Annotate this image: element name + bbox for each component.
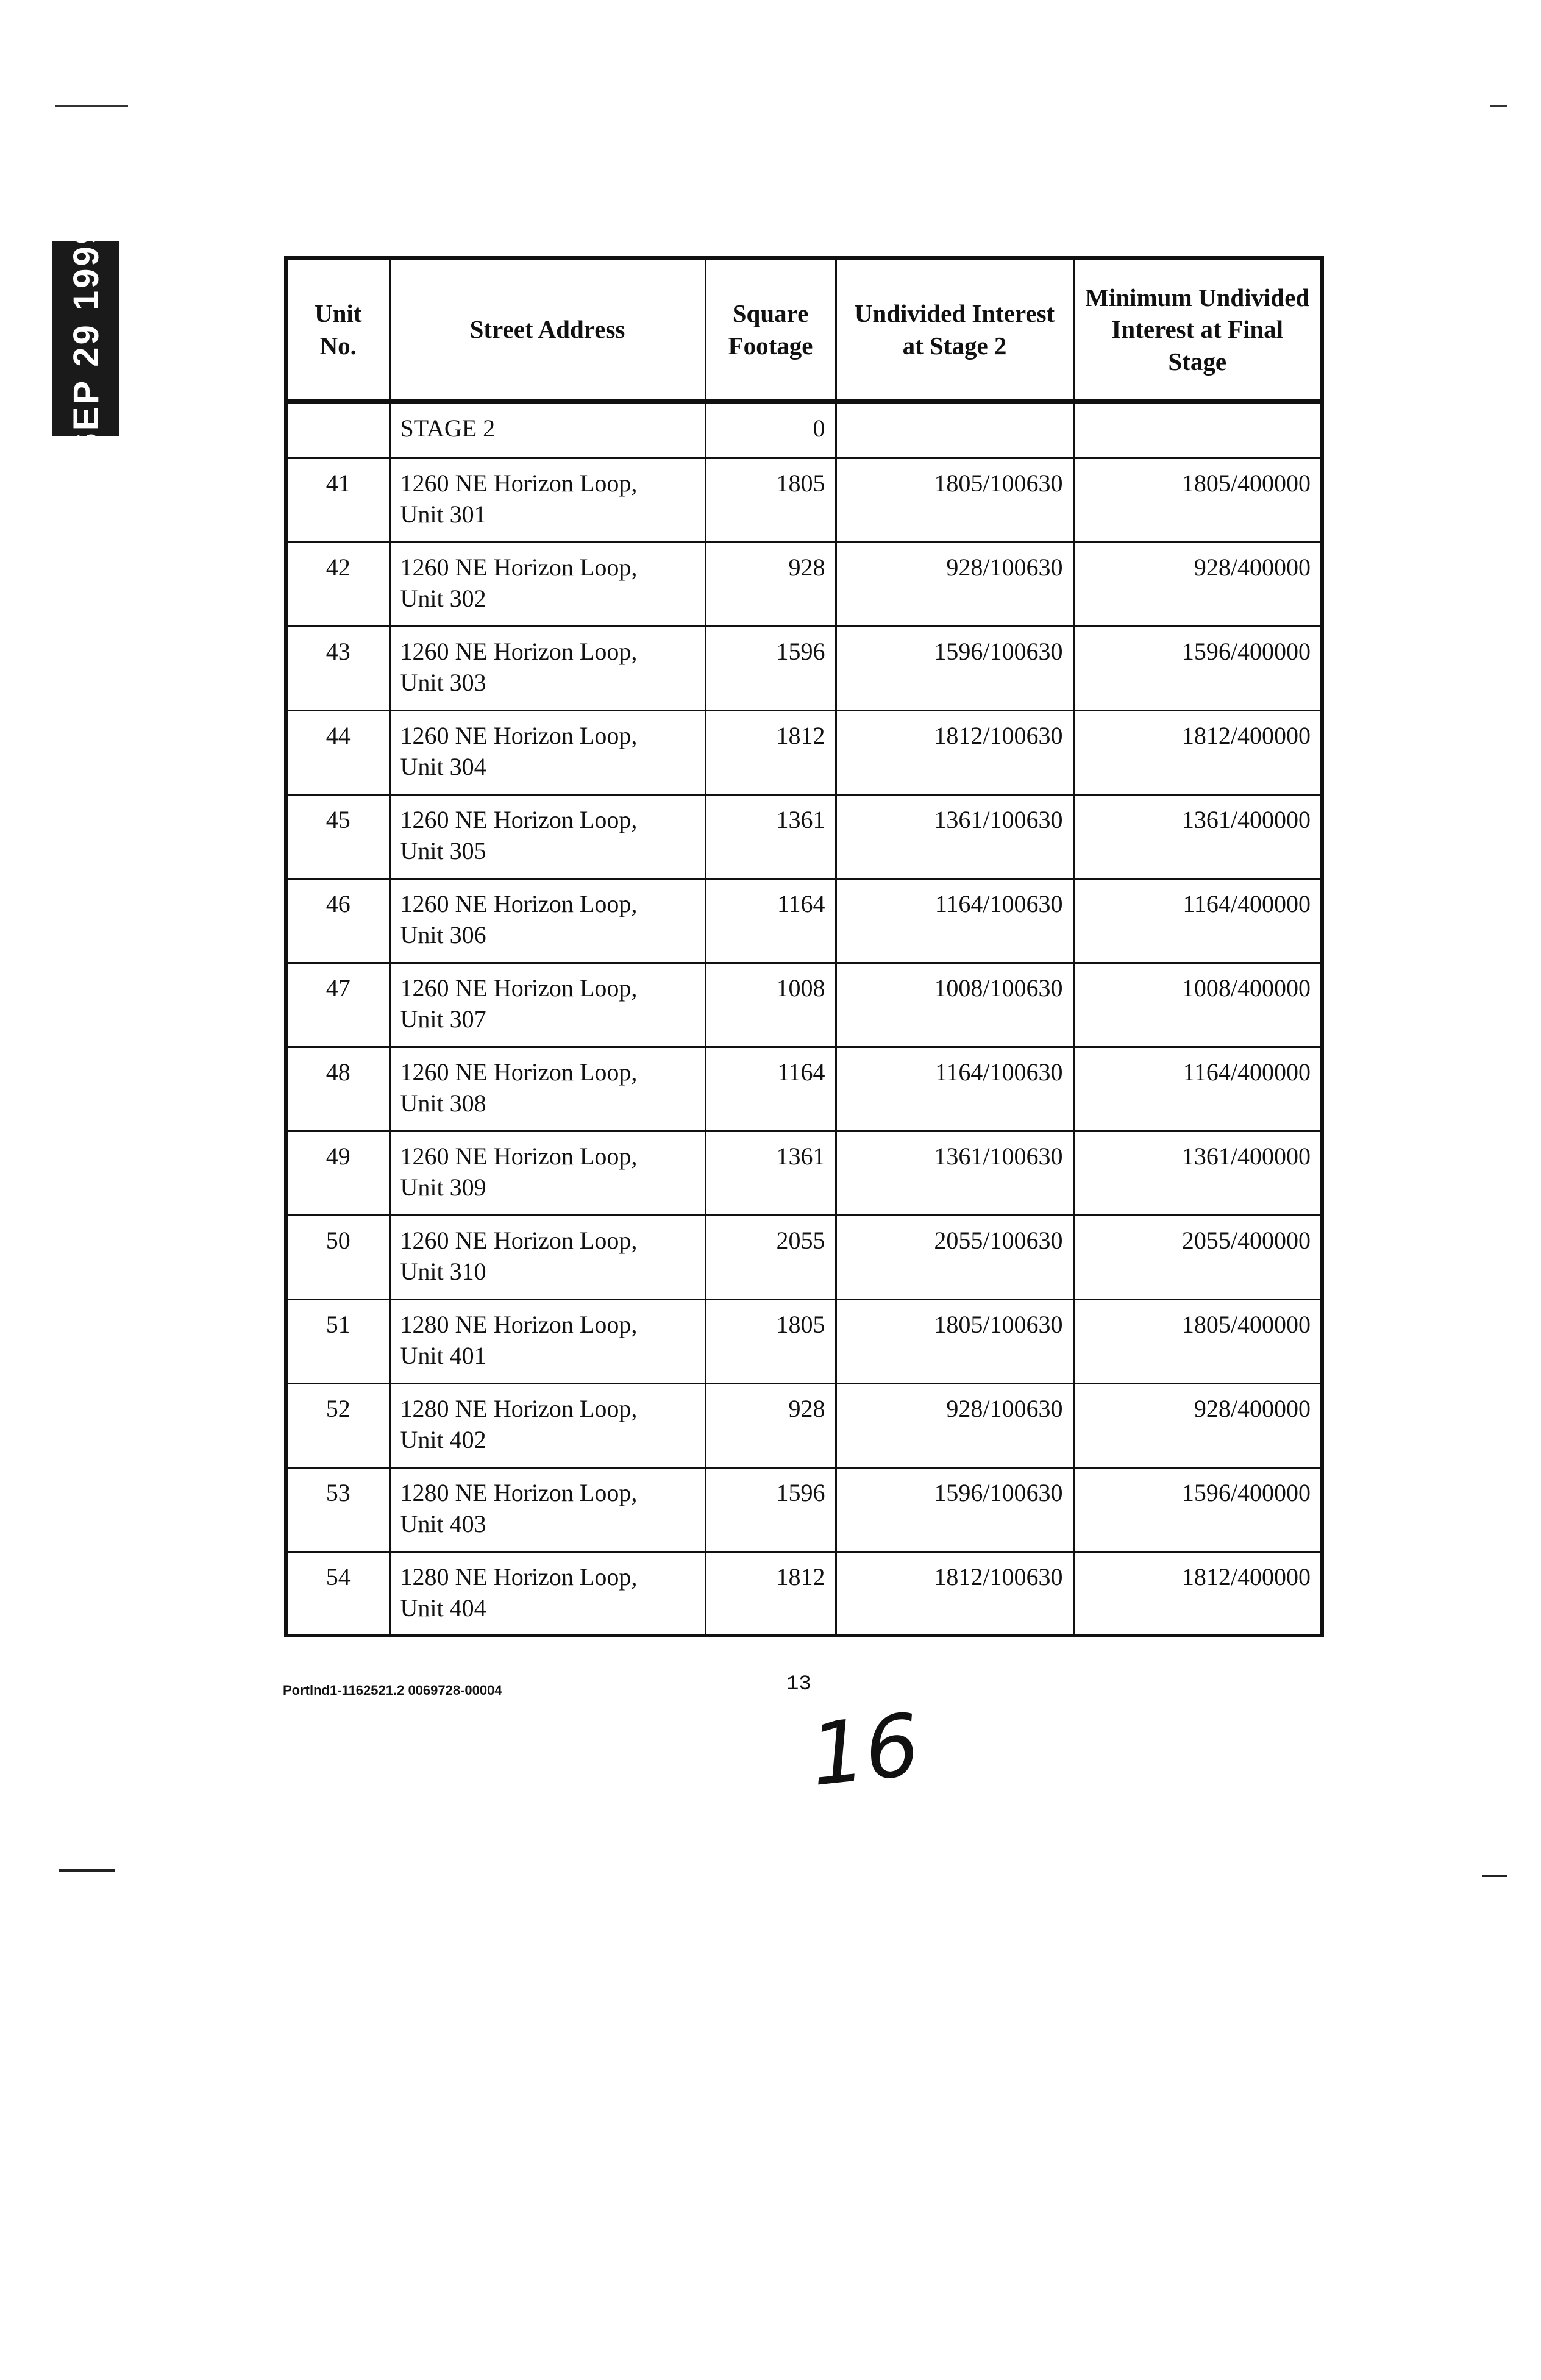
minimum-undivided-interest: 1812/400000 <box>1073 1552 1322 1636</box>
square-footage: 1805 <box>705 458 836 542</box>
unit-number: 46 <box>286 878 390 963</box>
table-row <box>286 1299 1322 1383</box>
scan-mark <box>1490 105 1507 107</box>
address-line-2: Unit 305 <box>400 836 486 864</box>
square-footage: 1596 <box>705 626 836 710</box>
stage-unit-cell <box>286 402 390 458</box>
address-line-1: 1260 NE Horizon Loop, <box>400 637 638 665</box>
handwritten-page-number: 16 <box>805 1695 925 1806</box>
street-address <box>390 1131 705 1215</box>
address-line-1: 1280 NE Horizon Loop, <box>400 1310 638 1338</box>
minimum-undivided-interest: 1164/400000 <box>1073 878 1322 963</box>
stage-row <box>286 402 1322 458</box>
header-unit: Unit No. <box>286 258 390 402</box>
minimum-undivided-interest: 928/400000 <box>1073 542 1322 626</box>
square-footage: 1812 <box>705 1552 836 1636</box>
table-row <box>286 1131 1322 1215</box>
unit-number: 43 <box>286 626 390 710</box>
street-address <box>390 1383 705 1467</box>
address-line-1: 1280 NE Horizon Loop, <box>400 1562 638 1591</box>
minimum-undivided-interest: 1805/400000 <box>1073 1299 1322 1383</box>
table-row <box>286 542 1322 626</box>
address-line-2: Unit 402 <box>400 1425 486 1453</box>
unit-number: 52 <box>286 1383 390 1467</box>
address-line-1: 1260 NE Horizon Loop, <box>400 1058 638 1086</box>
header-sqft: Square Footage <box>705 258 836 402</box>
undivided-interest: 1361/100630 <box>836 1131 1073 1215</box>
unit-number: 54 <box>286 1552 390 1636</box>
scan-mark <box>55 105 128 107</box>
table-row <box>286 1383 1322 1467</box>
address-line-1: 1260 NE Horizon Loop, <box>400 889 638 917</box>
table-row <box>286 1215 1322 1299</box>
square-footage: 928 <box>705 542 836 626</box>
date-stamp <box>52 221 119 457</box>
square-footage: 1361 <box>705 1131 836 1215</box>
page-number: 13 <box>786 1673 811 1696</box>
undivided-interest: 928/100630 <box>836 542 1073 626</box>
square-footage: 1164 <box>705 1047 836 1131</box>
unit-number: 50 <box>286 1215 390 1299</box>
undivided-interest: 1812/100630 <box>836 710 1073 794</box>
address-line-2: Unit 308 <box>400 1089 486 1117</box>
street-address <box>390 963 705 1047</box>
unit-number: 42 <box>286 542 390 626</box>
undivided-interest: 2055/100630 <box>836 1215 1073 1299</box>
table-row <box>286 794 1322 878</box>
units-table <box>284 256 1324 1637</box>
address-line-1: 1280 NE Horizon Loop, <box>400 1478 638 1506</box>
street-address <box>390 710 705 794</box>
undivided-interest: 1361/100630 <box>836 794 1073 878</box>
header-address: Street Address <box>390 258 705 402</box>
street-address <box>390 794 705 878</box>
street-address <box>390 1215 705 1299</box>
undivided-interest: 1008/100630 <box>836 963 1073 1047</box>
stage-label: STAGE 2 <box>390 402 705 458</box>
header-min-interest: Minimum Undivided Interest at Final Stage <box>1073 258 1322 402</box>
square-footage: 2055 <box>705 1215 836 1299</box>
address-line-1: 1260 NE Horizon Loop, <box>400 1142 638 1170</box>
stage-interest-cell <box>836 402 1073 458</box>
street-address <box>390 1552 705 1636</box>
address-line-2: Unit 310 <box>400 1257 486 1285</box>
square-footage: 1361 <box>705 794 836 878</box>
undivided-interest: 928/100630 <box>836 1383 1073 1467</box>
street-address <box>390 1047 705 1131</box>
minimum-undivided-interest: 928/400000 <box>1073 1383 1322 1467</box>
date-stamp-text: SEP 29 1999 <box>66 221 106 457</box>
address-line-2: Unit 401 <box>400 1341 486 1369</box>
undivided-interest: 1164/100630 <box>836 878 1073 963</box>
address-line-2: Unit 309 <box>400 1173 486 1201</box>
square-footage: 1805 <box>705 1299 836 1383</box>
table-row <box>286 878 1322 963</box>
table-row <box>286 963 1322 1047</box>
unit-number: 53 <box>286 1467 390 1552</box>
minimum-undivided-interest: 1805/400000 <box>1073 458 1322 542</box>
address-line-1: 1260 NE Horizon Loop, <box>400 805 638 833</box>
minimum-undivided-interest: 1361/400000 <box>1073 1131 1322 1215</box>
scan-line <box>59 1869 115 1872</box>
document-id: Portlnd1-1162521.2 0069728-00004 <box>283 1683 502 1698</box>
minimum-undivided-interest: 2055/400000 <box>1073 1215 1322 1299</box>
address-line-2: Unit 303 <box>400 668 486 696</box>
address-line-1: 1260 NE Horizon Loop, <box>400 974 638 1002</box>
street-address <box>390 878 705 963</box>
address-line-2: Unit 403 <box>400 1509 486 1537</box>
street-address <box>390 1467 705 1552</box>
address-line-2: Unit 304 <box>400 752 486 780</box>
minimum-undivided-interest: 1812/400000 <box>1073 710 1322 794</box>
square-footage: 1596 <box>705 1467 836 1552</box>
undivided-interest: 1805/100630 <box>836 1299 1073 1383</box>
stage-min-interest-cell <box>1073 402 1322 458</box>
address-line-2: Unit 306 <box>400 921 486 949</box>
stage-sqft: 0 <box>705 402 836 458</box>
unit-number: 45 <box>286 794 390 878</box>
header-interest-stage2: Undivided Interest at Stage 2 <box>836 258 1073 402</box>
address-line-1: 1260 NE Horizon Loop, <box>400 1226 638 1254</box>
square-footage: 928 <box>705 1383 836 1467</box>
address-line-1: 1260 NE Horizon Loop, <box>400 721 638 749</box>
undivided-interest: 1596/100630 <box>836 626 1073 710</box>
address-line-2: Unit 307 <box>400 1005 486 1033</box>
unit-number: 41 <box>286 458 390 542</box>
square-footage: 1812 <box>705 710 836 794</box>
street-address <box>390 1299 705 1383</box>
undivided-interest: 1164/100630 <box>836 1047 1073 1131</box>
table-row <box>286 1552 1322 1636</box>
street-address <box>390 458 705 542</box>
table-row <box>286 626 1322 710</box>
table-row <box>286 1047 1322 1131</box>
unit-number: 49 <box>286 1131 390 1215</box>
table-row <box>286 1467 1322 1552</box>
table-row <box>286 710 1322 794</box>
undivided-interest: 1805/100630 <box>836 458 1073 542</box>
address-line-2: Unit 302 <box>400 584 486 612</box>
minimum-undivided-interest: 1596/400000 <box>1073 1467 1322 1552</box>
square-footage: 1008 <box>705 963 836 1047</box>
address-line-2: Unit 404 <box>400 1594 486 1622</box>
minimum-undivided-interest: 1596/400000 <box>1073 626 1322 710</box>
address-line-1: 1260 NE Horizon Loop, <box>400 469 638 497</box>
address-line-2: Unit 301 <box>400 500 486 528</box>
undivided-interest: 1812/100630 <box>836 1552 1073 1636</box>
address-line-1: 1260 NE Horizon Loop, <box>400 553 638 581</box>
unit-number: 48 <box>286 1047 390 1131</box>
table-header-row <box>286 258 1322 402</box>
unit-number: 51 <box>286 1299 390 1383</box>
minimum-undivided-interest: 1164/400000 <box>1073 1047 1322 1131</box>
undivided-interest: 1596/100630 <box>836 1467 1073 1552</box>
address-line-1: 1280 NE Horizon Loop, <box>400 1394 638 1422</box>
minimum-undivided-interest: 1361/400000 <box>1073 794 1322 878</box>
square-footage: 1164 <box>705 878 836 963</box>
unit-number: 47 <box>286 963 390 1047</box>
unit-number: 44 <box>286 710 390 794</box>
street-address <box>390 542 705 626</box>
scan-line <box>1482 1875 1507 1877</box>
street-address <box>390 626 705 710</box>
minimum-undivided-interest: 1008/400000 <box>1073 963 1322 1047</box>
table-row <box>286 458 1322 542</box>
